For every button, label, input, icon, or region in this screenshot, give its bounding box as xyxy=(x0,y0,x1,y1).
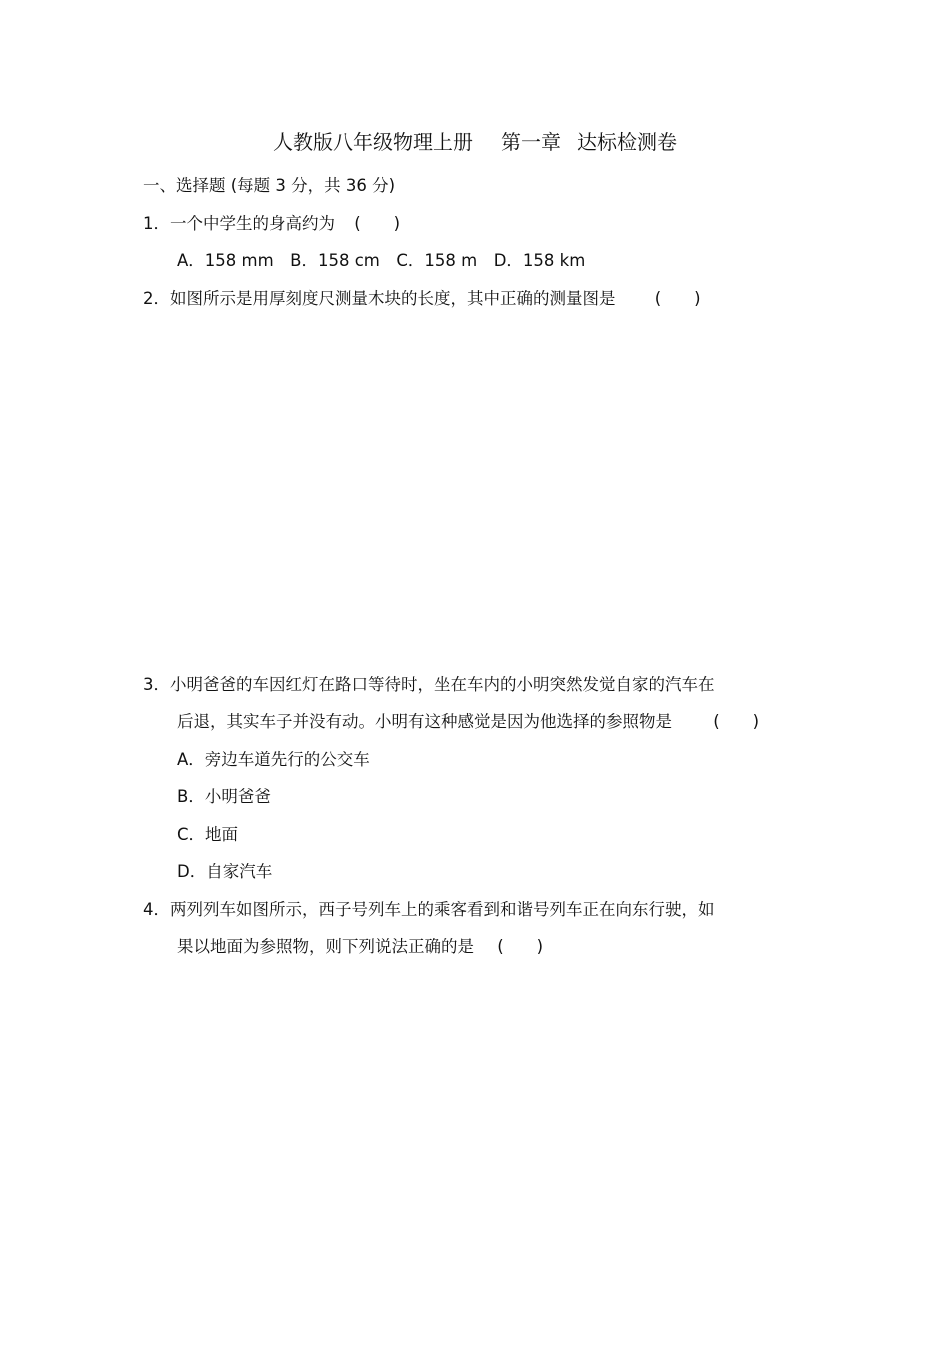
title-part-book: 人教版八年级物理上册 xyxy=(273,130,473,154)
question-2-figure-area xyxy=(140,320,820,665)
question-3-stem-line-2 xyxy=(177,711,759,733)
question-4-stem-line-1: 4．两列列车如图所示，西子号列车上的乘客看到和谐号列车正在向东行驶，如 xyxy=(143,900,715,919)
title-part-test: 达标检测卷 xyxy=(577,130,677,154)
question-1 xyxy=(143,213,400,235)
question-1-options: A．158 mm B．158 cm C．158 m D．158 km xyxy=(177,251,586,270)
question-2 xyxy=(143,288,701,310)
question-3-option-a: A．旁边车道先行的公交车 xyxy=(177,750,370,769)
question-3-option-c: C．地面 xyxy=(177,825,239,844)
document-title xyxy=(0,128,950,156)
question-1-stem: 1．一个中学生的身高约为 xyxy=(143,214,335,233)
section-heading: 一、选择题 (每题 3 分，共 36 分) xyxy=(143,176,396,195)
question-4-answer-paren: ( ) xyxy=(497,937,544,956)
question-4-stem-text: 果以地面为参照物，则下列说法正确的是 xyxy=(177,937,474,956)
question-3-option-d: D．自家汽车 xyxy=(177,862,273,881)
question-4-figure-area xyxy=(140,975,820,1305)
question-2-answer-paren: ( ) xyxy=(654,289,701,308)
question-3-option-b: B．小明爸爸 xyxy=(177,787,271,806)
question-3-stem-line-1: 3．小明爸爸的车因红灯在路口等待时，坐在车内的小明突然发觉自家的汽车在 xyxy=(143,675,715,694)
question-4-stem-line-2 xyxy=(177,936,543,958)
question-2-stem: 2．如图所示是用厚刻度尺测量木块的长度，其中正确的测量图是 xyxy=(143,289,616,308)
question-3-stem-text: 后退，其实车子并没有动。小明有这种感觉是因为他选择的参照物是 xyxy=(177,712,672,731)
question-1-answer-paren: ( ) xyxy=(354,214,401,233)
question-3-answer-paren: ( ) xyxy=(713,712,760,731)
title-part-chapter: 第一章 xyxy=(501,130,561,154)
